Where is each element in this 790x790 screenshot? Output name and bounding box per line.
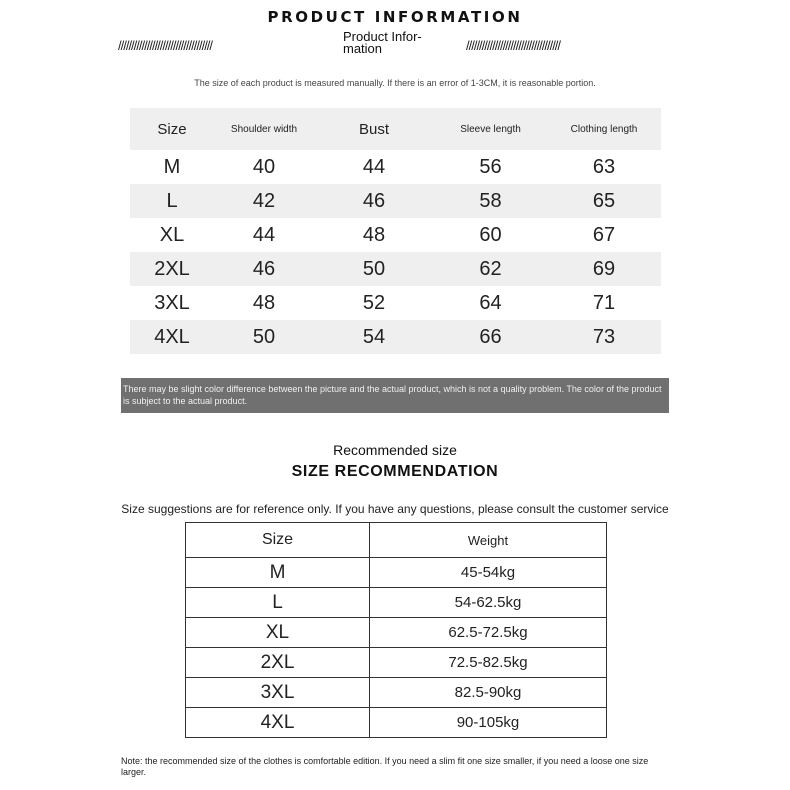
- table-row: [130, 150, 661, 184]
- cell-bust: 44: [362, 155, 386, 178]
- header-bust: Bust: [314, 108, 434, 150]
- cell-sleeve: 64: [479, 291, 502, 314]
- cell-length: 73: [547, 320, 661, 354]
- cell-sleeve: 56: [479, 155, 502, 178]
- slash-divider-right: ////////////////////////////////////: [466, 38, 561, 53]
- cell-shoulder: 44: [252, 223, 276, 246]
- cell-size: L: [130, 184, 214, 218]
- recommendation-subheading: Recommended size: [333, 442, 457, 458]
- size-chart-table: [130, 108, 661, 354]
- cell-size: 3XL: [186, 678, 370, 708]
- cell-weight: 45-54kg: [370, 558, 607, 588]
- cell-size: M: [186, 558, 370, 588]
- slash-divider-left: ////////////////////////////////////: [118, 38, 213, 53]
- cell-shoulder: 40: [252, 155, 276, 178]
- table-row: [186, 648, 607, 678]
- cell-sleeve: 62: [434, 252, 547, 286]
- cell-shoulder: 48: [252, 291, 276, 314]
- recommendation-heading: SIZE RECOMMENDATION: [291, 463, 499, 480]
- table-row: [130, 320, 661, 354]
- page-subtitle: [343, 31, 422, 55]
- cell-weight: 72.5-82.5kg: [370, 648, 607, 678]
- table-row: [186, 588, 607, 618]
- color-disclaimer-banner: There may be slight color difference between the picture and the actual product, which is not a quality problem. The color of the product is subject to the actual product.: [121, 378, 669, 413]
- table-row: [186, 678, 607, 708]
- table-row: [130, 184, 661, 218]
- cell-length: 67: [592, 223, 616, 246]
- cell-size: 4XL: [130, 320, 214, 354]
- cell-size: 2XL: [186, 648, 370, 678]
- header-weight: Weight: [370, 523, 607, 558]
- cell-bust: 50: [314, 252, 434, 286]
- cell-bust: 52: [362, 291, 386, 314]
- table-row: [130, 218, 661, 252]
- table-row: [130, 286, 661, 320]
- header-clothing-length: Clothing length: [547, 108, 661, 150]
- header-sleeve-length: Sleeve length: [434, 108, 547, 150]
- table-row: [186, 708, 607, 738]
- table-row: [186, 618, 607, 648]
- table-row: [130, 252, 661, 286]
- cell-sleeve: 66: [434, 320, 547, 354]
- cell-size: M: [163, 155, 181, 178]
- cell-shoulder: 50: [214, 320, 314, 354]
- cell-bust: 46: [314, 184, 434, 218]
- cell-size: 3XL: [154, 291, 190, 314]
- cell-size: XL: [186, 618, 370, 648]
- cell-shoulder: 46: [214, 252, 314, 286]
- cell-weight: 90-105kg: [370, 708, 607, 738]
- page-title: PRODUCT INFORMATION: [267, 8, 523, 26]
- weight-table-header-row: [186, 523, 607, 558]
- cell-bust: 54: [314, 320, 434, 354]
- cell-length: 63: [592, 155, 616, 178]
- subtitle-line-2: mation: [343, 41, 383, 56]
- subtitle-line-1: Product Infor-: [343, 29, 422, 44]
- size-chart-header-row: [130, 108, 661, 150]
- cell-sleeve: 60: [479, 223, 502, 246]
- cell-shoulder: 42: [214, 184, 314, 218]
- cell-sleeve: 58: [434, 184, 547, 218]
- cell-size: 4XL: [186, 708, 370, 738]
- cell-weight: 54-62.5kg: [370, 588, 607, 618]
- measurement-note: The size of each product is measured manually. If there is an error of 1-3CM, it is reasonable portion.: [194, 78, 596, 88]
- cell-size: L: [186, 588, 370, 618]
- cell-weight: 62.5-72.5kg: [370, 618, 607, 648]
- header-shoulder-width: Shoulder width: [214, 108, 314, 150]
- header-size: Size: [186, 523, 370, 558]
- cell-length: 69: [547, 252, 661, 286]
- cell-size: XL: [159, 223, 185, 246]
- table-row: [186, 558, 607, 588]
- cell-bust: 48: [362, 223, 386, 246]
- cell-size: 2XL: [130, 252, 214, 286]
- header-size: Size: [130, 108, 214, 150]
- recommendation-note: Size suggestions are for reference only. If you have any questions, please consult the customer service: [121, 502, 669, 516]
- cell-weight: 82.5-90kg: [370, 678, 607, 708]
- weight-recommendation-table: [185, 522, 607, 738]
- cell-length: 71: [592, 291, 616, 314]
- cell-length: 65: [547, 184, 661, 218]
- footer-note: Note: the recommended size of the clothes is comfortable edition. If you need a slim fit one size smaller, if you need a loose one size larger.: [121, 756, 649, 777]
